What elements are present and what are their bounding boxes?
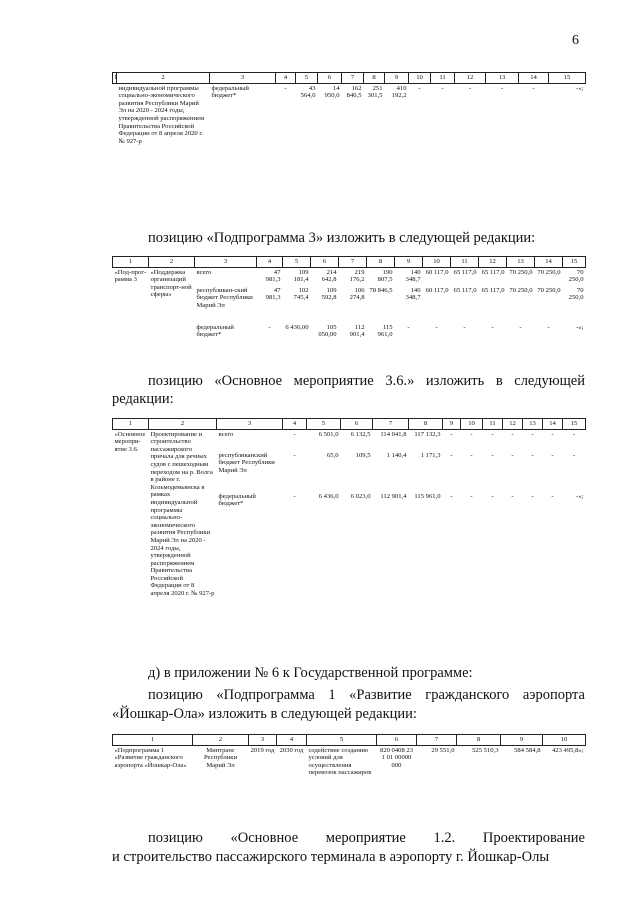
- header-cell: 9: [501, 735, 543, 746]
- cell: 70 250,0: [568, 268, 584, 284]
- cell: -»;: [576, 323, 584, 331]
- cell: 65 117,0: [481, 268, 505, 276]
- cell: -: [511, 492, 514, 500]
- header-cell: 7: [342, 73, 364, 84]
- cell: 1 171,3: [420, 451, 441, 459]
- cell: 65,0: [326, 451, 339, 459]
- header-cell: 2: [149, 257, 195, 268]
- cell: 114 041,8: [380, 430, 407, 438]
- cell: -: [511, 451, 514, 459]
- header-cell: 12: [503, 419, 523, 430]
- cell: «Под-прог-рамма 3: [114, 268, 147, 284]
- header-cell: 3: [195, 257, 257, 268]
- header-cell: 8: [367, 257, 395, 268]
- header-cell: 3: [217, 419, 283, 430]
- cell: -: [572, 430, 576, 438]
- cell: республиканский бюджет Республики Марий Эл: [218, 451, 275, 474]
- cell: 65 117,0: [481, 286, 505, 294]
- cell: -: [531, 451, 534, 459]
- header-cell: 8: [364, 73, 385, 84]
- header-cell: 3: [249, 735, 277, 746]
- cell: всего: [196, 268, 212, 276]
- cell: 47 981,3: [265, 286, 281, 302]
- cell: -: [407, 323, 410, 331]
- cell: 115 961,0: [377, 323, 393, 339]
- cell: Минтранс Республики Марий Эл: [203, 746, 238, 769]
- cell: 109 592,8: [321, 286, 337, 302]
- paragraph: редакции:: [112, 391, 174, 407]
- cell: -: [435, 323, 438, 331]
- cell: -: [470, 430, 473, 438]
- table-row: [113, 429, 586, 451]
- cell: -: [468, 84, 472, 92]
- header-cell: 14: [519, 73, 549, 84]
- cell: -: [531, 492, 534, 500]
- cell: 214 642,8: [321, 268, 337, 284]
- header-cell: 5: [296, 73, 318, 84]
- header-cell: 6: [311, 257, 339, 268]
- header-cell: 6: [341, 419, 373, 430]
- cell: 219 176,2: [349, 268, 365, 284]
- paragraph: «Йошкар-Ола» изложить в следующей редакции:: [112, 706, 417, 722]
- header-cell: 9: [385, 73, 409, 84]
- cell: федеральный бюджет*: [218, 492, 256, 508]
- header-cell: 7: [339, 257, 367, 268]
- header-cell: 4: [276, 73, 296, 84]
- cell: 6 501,0: [318, 430, 339, 438]
- cell: 112 901,4: [349, 323, 365, 339]
- header-cell: 14: [535, 257, 563, 268]
- cell: «Подпрограмма 1 «Развитие гражданского аэропорта «Йошкар-Ола»: [114, 746, 187, 769]
- header-cell: 1: [113, 419, 149, 430]
- cell: федеральный бюджет*: [211, 84, 249, 100]
- cell: индивидуальной программы социально-экономического развития Республики Марий Эл на 2020 - 2024 годы, утвержденной распоряжением Правительства Российской Федерации от 8 апреля 2020 г. № 927-р: [118, 84, 205, 145]
- cell: 60 117,0: [425, 286, 449, 294]
- table-2: [112, 256, 586, 341]
- header-cell: 10: [409, 73, 431, 84]
- cell: -: [572, 451, 576, 459]
- cell: 43 564,0: [300, 84, 316, 100]
- cell: -: [491, 492, 494, 500]
- cell: 525 510,3: [472, 746, 499, 754]
- table-1: [112, 72, 586, 147]
- cell: -: [532, 84, 535, 92]
- cell: -: [519, 323, 522, 331]
- paragraph: [148, 372, 585, 390]
- cell: -»;: [576, 492, 584, 500]
- cell: Проектирование и строительство пассажирского причала для речных судов с пешеходным переходом на р. Волга в районе г. Козьмодемьянска в рамках индивидуальной программы социально-экономического развития Республики Марий Эл на 2020 - 2024 годы, утвержденной распоряжением Правительства Российской Федерации от 8 апреля 2020 г. № 927-р: [150, 430, 215, 598]
- cell: 60 117,0: [425, 268, 449, 276]
- cell: 112 901,4: [380, 492, 407, 500]
- cell: 78 846,5: [369, 286, 393, 294]
- cell: -: [511, 430, 514, 438]
- cell: 14 950,0: [324, 84, 340, 100]
- cell: 115 961,0: [414, 492, 441, 500]
- header-cell: 10: [423, 257, 451, 268]
- cell: -: [531, 430, 534, 438]
- cell: -: [418, 84, 421, 92]
- cell: 106 274,8: [349, 286, 365, 302]
- header-cell: 12: [455, 73, 486, 84]
- cell: 1 140,4: [386, 451, 407, 459]
- header-cell: 13: [507, 257, 535, 268]
- header-cell: 11: [451, 257, 479, 268]
- header-cell: 10: [543, 735, 586, 746]
- header-cell: 7: [417, 735, 457, 746]
- cell: -: [284, 84, 287, 92]
- cell: 29 551,0: [431, 746, 455, 754]
- cell: -: [491, 451, 494, 459]
- cell: -: [470, 451, 473, 459]
- cell: 117 132,3: [414, 430, 441, 438]
- header-cell: 11: [483, 419, 503, 430]
- cell: 2030 год: [279, 746, 304, 754]
- paragraph-line: позицию «Основное мероприятие 1.2. Проектирование: [148, 830, 585, 846]
- table-header-row: [113, 73, 586, 84]
- cell: 65 117,0: [453, 268, 477, 276]
- cell: -: [551, 451, 554, 459]
- cell: 6 023,0: [350, 492, 371, 500]
- cell: 47 981,3: [265, 268, 281, 284]
- header-cell: 9: [443, 419, 461, 430]
- cell: 410 192,2: [391, 84, 407, 100]
- table-header-row: [113, 735, 586, 746]
- header-cell: 13: [523, 419, 543, 430]
- header-cell: 1: [113, 73, 117, 84]
- cell: 162 840,5: [346, 84, 362, 100]
- cell: 584 584,8: [514, 746, 541, 754]
- page-number: 6: [572, 33, 579, 48]
- header-cell: 14: [543, 419, 563, 430]
- header-cell: 4: [277, 735, 307, 746]
- paragraph-line: позицию «Основное мероприятие 3.6.» изложить в следующей: [148, 373, 585, 389]
- cell: 65 117,0: [453, 286, 477, 294]
- cell: -: [491, 430, 494, 438]
- header-cell: 2: [149, 419, 217, 430]
- header-cell: 2: [117, 73, 210, 84]
- cell: 70 250,0: [509, 286, 533, 294]
- cell: республикан-ский бюджет Республики Марий Эл: [196, 286, 253, 309]
- paragraph: [148, 686, 585, 704]
- header-cell: 15: [563, 257, 586, 268]
- cell: -: [450, 451, 453, 459]
- cell: 109 181,4: [293, 268, 309, 284]
- cell: 820 0408 23 1 01 00000 000: [380, 746, 413, 769]
- paragraph-line: позицию «Подпрограмма 1 «Развитие гражданского аэропорта: [148, 687, 585, 703]
- header-cell: 2: [193, 735, 249, 746]
- cell: -: [450, 492, 453, 500]
- table-3: [112, 418, 586, 615]
- cell: -»;: [576, 84, 584, 92]
- cell: 70 250,0: [537, 286, 561, 294]
- header-cell: 5: [283, 257, 311, 268]
- header-cell: 10: [461, 419, 483, 430]
- table-row: [113, 745, 586, 779]
- cell: 105 050,00: [318, 323, 337, 339]
- cell: -: [441, 84, 444, 92]
- header-cell: 15: [563, 419, 586, 430]
- cell: -: [551, 492, 554, 500]
- cell: 2019 год: [250, 746, 275, 754]
- header-cell: 4: [257, 257, 283, 268]
- cell: «Поддержка организаций транспорт-ной сферы»: [150, 268, 192, 299]
- header-cell: 1: [113, 257, 149, 268]
- header-cell: 9: [395, 257, 423, 268]
- header-cell: 12: [479, 257, 507, 268]
- header-cell: 5: [307, 735, 377, 746]
- cell: 140 348,7: [405, 268, 421, 284]
- cell: -: [450, 430, 453, 438]
- header-cell: 11: [431, 73, 455, 84]
- cell: федеральный бюджет*: [196, 323, 234, 339]
- paragraph: и строительство пассажирского терминала в аэропорту г. Йошкар-Олы: [112, 849, 550, 865]
- paragraph: д) в приложении № 6 к Государственной программе:: [148, 665, 473, 681]
- table-header-row: [113, 419, 586, 430]
- cell: 6 132,5: [350, 430, 371, 438]
- paragraph: позицию «Подпрограмма 3» изложить в следующей редакции:: [148, 230, 536, 246]
- cell: -: [463, 323, 466, 331]
- header-cell: 13: [486, 73, 519, 84]
- cell: -: [293, 430, 296, 438]
- cell: 70 250,0: [537, 268, 561, 276]
- cell: -: [551, 430, 554, 438]
- header-cell: 7: [373, 419, 409, 430]
- cell: 140 348,7: [405, 286, 421, 302]
- header-cell: 4: [283, 419, 307, 430]
- cell: 70 250,0: [568, 286, 584, 302]
- cell: 6 436,00: [285, 323, 309, 331]
- header-cell: 8: [409, 419, 443, 430]
- paragraph: [148, 829, 585, 847]
- cell: «Основное меропри-ятие 3.6.: [114, 430, 146, 453]
- header-cell: 1: [113, 735, 193, 746]
- cell: 251 301,5: [367, 84, 383, 100]
- header-cell: 6: [377, 735, 417, 746]
- table-row: [113, 83, 586, 147]
- cell: -: [547, 323, 550, 331]
- table-4: [112, 734, 586, 779]
- header-cell: 3: [210, 73, 276, 84]
- cell: -: [491, 323, 494, 331]
- cell: -: [293, 492, 296, 500]
- header-cell: 6: [318, 73, 342, 84]
- cell: -: [470, 492, 473, 500]
- cell: 102 745,4: [293, 286, 309, 302]
- cell: всего: [218, 430, 234, 438]
- header-cell: 15: [549, 73, 586, 84]
- cell: содействие созданию условий для осуществления перевозок пассажиров: [308, 746, 372, 777]
- cell: -: [268, 323, 271, 331]
- header-cell: 5: [307, 419, 341, 430]
- cell: 190 807,5: [377, 268, 393, 284]
- cell: -: [500, 84, 504, 92]
- cell: 70 250,0: [509, 268, 533, 276]
- table-header-row: [113, 257, 586, 268]
- cell: -: [293, 451, 296, 459]
- cell: 109,5: [355, 451, 371, 459]
- header-cell: 8: [457, 735, 501, 746]
- cell: 6 436,0: [318, 492, 339, 500]
- cell: 423 495,8»;: [551, 746, 584, 754]
- table-row: [113, 267, 586, 286]
